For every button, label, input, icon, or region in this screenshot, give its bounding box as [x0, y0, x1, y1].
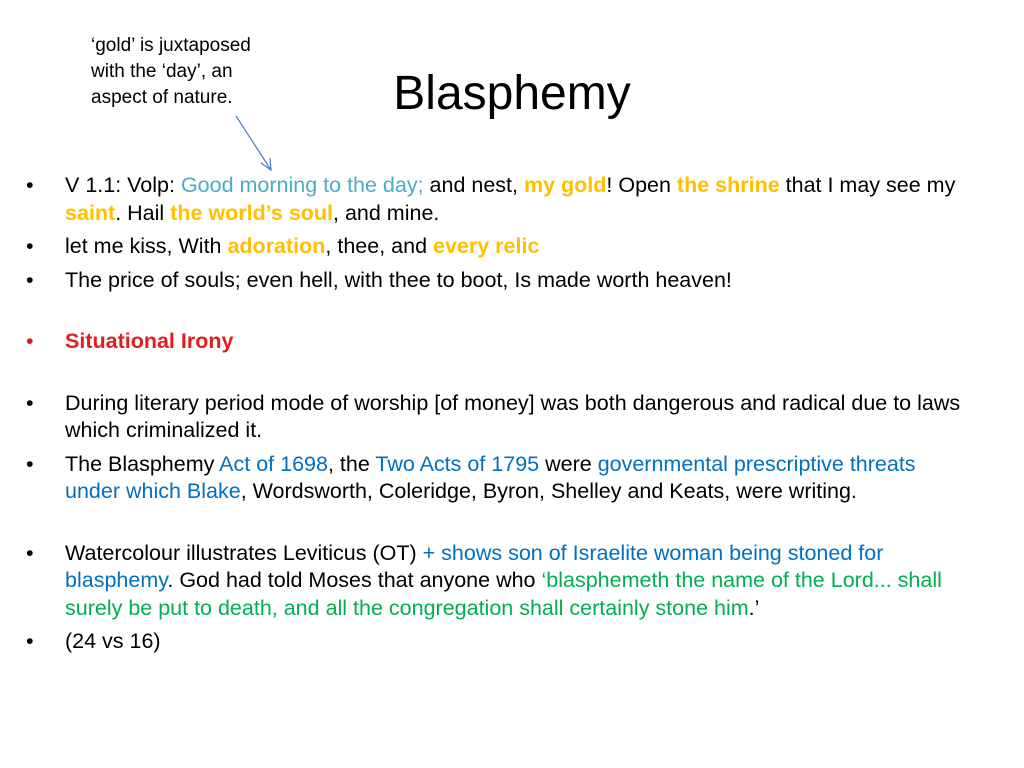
annotation-line: with the ‘day’, an [91, 61, 233, 82]
text-run: the shrine [676, 173, 780, 197]
text-run: saint [65, 200, 116, 225]
text-run: Act of 1698 [219, 451, 328, 476]
text-run: governmental prescriptive threats under which Blake [65, 451, 916, 503]
text-run: , the [327, 451, 376, 476]
bullet-marker: • [26, 267, 34, 292]
text-run: adoration [227, 234, 326, 258]
text-run: were [539, 451, 598, 476]
bullet-item [26, 172, 971, 227]
text-run: The Blasphemy [65, 451, 220, 476]
bullet-marker: • [26, 390, 34, 415]
bullet-item [26, 451, 971, 506]
bullet-list [26, 172, 971, 656]
text-run: my gold [523, 173, 607, 197]
bullet-item [26, 233, 971, 261]
bullet-item [26, 540, 971, 623]
text-run: Situational Irony [65, 329, 234, 353]
text-run: that I may see my [779, 173, 956, 197]
text-run: and nest, [423, 173, 524, 197]
bullet-marker: • [26, 329, 34, 353]
bullet-marker: • [26, 451, 34, 476]
text-run: (24 vs 16) [65, 629, 161, 653]
text-run: every relic [433, 234, 540, 258]
text-run: During literary period mode of worship [of money] was both dangerous and radical due to laws which criminalized it. [65, 390, 961, 442]
bullet-marker: • [26, 234, 34, 258]
text-run: , thee, and [325, 234, 434, 258]
annotation-line: aspect of nature. [91, 87, 233, 108]
bullet-item [26, 328, 971, 356]
text-run: ! Open [606, 173, 677, 197]
bullet-marker: • [26, 629, 34, 653]
text-run: + shows son of Israelite woman being stoned for blasphemy [65, 540, 884, 592]
text-run: V 1.1: Volp: [65, 173, 181, 197]
text-run: Watercolour illustrates Leviticus (OT) [65, 540, 423, 565]
text-run: ‘blasphemeth the name of the Lord... shall surely be put to death, and all the congregation shall certainly stone him [65, 568, 942, 620]
text-run: the world’s soul [170, 200, 334, 225]
text-run: . Hail [115, 200, 171, 225]
text-run: .’ [748, 595, 760, 620]
bullet-item [26, 267, 971, 295]
text-run: Two Acts of 1795 [375, 451, 540, 476]
text-run: Good morning to the day; [180, 173, 424, 197]
bullet-marker: • [26, 173, 34, 197]
bullet-item [26, 390, 971, 445]
text-run: , and mine. [333, 200, 440, 225]
text-run: let me kiss, With [65, 234, 228, 258]
annotation-line: ‘gold’ is juxtaposed [91, 35, 251, 56]
slide-title: Blasphemy [393, 67, 631, 120]
text-run: The price of souls; even hell, with thee to boot, Is made worth heaven! [65, 267, 732, 292]
text-run: , Wordsworth, Coleridge, Byron, Shelley and Keats, were writing. [240, 479, 857, 503]
bullet-item [26, 628, 971, 656]
text-run: . God had told Moses that anyone who [167, 568, 542, 592]
bullet-marker: • [26, 540, 34, 565]
